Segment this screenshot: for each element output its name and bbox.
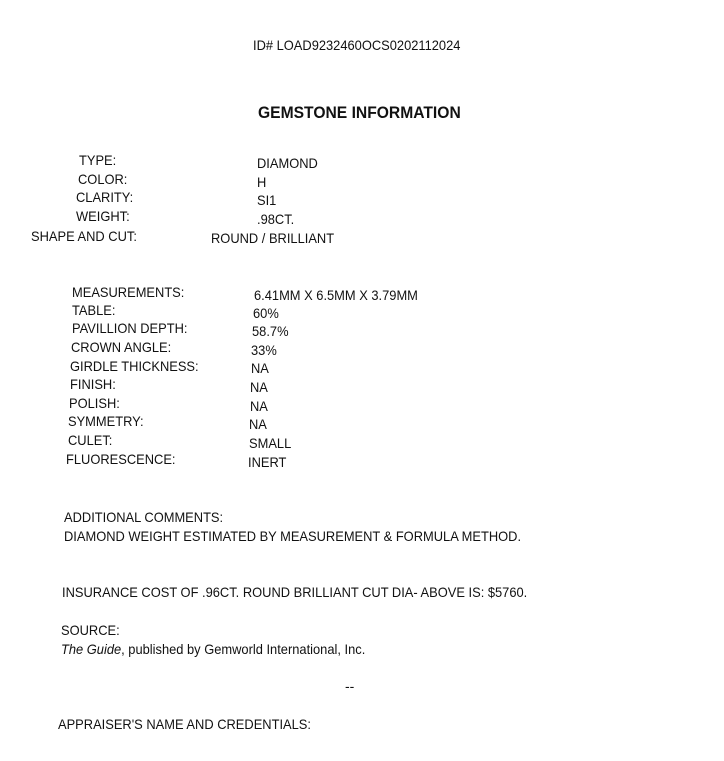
appraiser-heading: APPRAISER'S NAME AND CREDENTIALS: <box>58 716 311 732</box>
fluorescence-value: INERT <box>248 454 287 470</box>
crown-angle-value: 33% <box>251 342 277 358</box>
source-guide-title: The Guide <box>61 641 122 657</box>
measurements-value: 6.41MM X 6.5MM X 3.79MM <box>254 287 418 303</box>
symmetry-value: NA <box>249 416 267 432</box>
separator: -- <box>345 678 355 694</box>
source-citation <box>61 641 365 657</box>
measurements-label: MEASUREMENTS: <box>72 284 185 300</box>
source-heading: SOURCE: <box>61 622 120 638</box>
comments-text: DIAMOND WEIGHT ESTIMATED BY MEASUREMENT & FORMULA METHOD. <box>64 528 522 544</box>
clarity-value: SI1 <box>257 192 277 208</box>
shape-cut-value: ROUND / BRILLIANT <box>211 230 335 246</box>
source-publisher: , published by Gemworld International, Inc. <box>121 641 366 657</box>
comments-heading: ADDITIONAL COMMENTS: <box>64 509 224 525</box>
fluorescence-label: FLUORESCENCE: <box>66 451 176 467</box>
symmetry-label: SYMMETRY: <box>68 413 144 429</box>
table-label: TABLE: <box>72 302 116 318</box>
culet-label: CULET: <box>68 432 113 448</box>
weight-label: WEIGHT: <box>76 208 130 224</box>
type-value: DIAMOND <box>257 155 318 171</box>
color-value: H <box>257 174 267 190</box>
pavillion-depth-value: 58.7% <box>252 323 289 339</box>
girdle-thickness-value: NA <box>251 360 269 376</box>
table-value: 60% <box>253 305 279 321</box>
weight-value: .98CT. <box>257 211 295 227</box>
color-label: COLOR: <box>78 171 128 187</box>
document-id: ID# LOAD9232460OCS0202112024 <box>253 37 461 53</box>
crown-angle-label: CROWN ANGLE: <box>71 339 172 355</box>
insurance-text: INSURANCE COST OF .96CT. ROUND BRILLIANT CUT DIA- ABOVE IS: $5760. <box>62 584 528 600</box>
girdle-thickness-label: GIRDLE THICKNESS: <box>70 358 199 374</box>
clarity-label: CLARITY: <box>76 189 134 205</box>
polish-value: NA <box>250 398 268 414</box>
culet-value: SMALL <box>249 435 292 451</box>
polish-label: POLISH: <box>69 395 120 411</box>
page-title: GEMSTONE INFORMATION <box>258 103 461 122</box>
type-label: TYPE: <box>79 152 117 168</box>
finish-value: NA <box>250 379 268 395</box>
pavillion-depth-label: PAVILLION DEPTH: <box>72 320 188 336</box>
shape-cut-label: SHAPE AND CUT: <box>31 228 137 244</box>
finish-label: FINISH: <box>70 376 116 392</box>
